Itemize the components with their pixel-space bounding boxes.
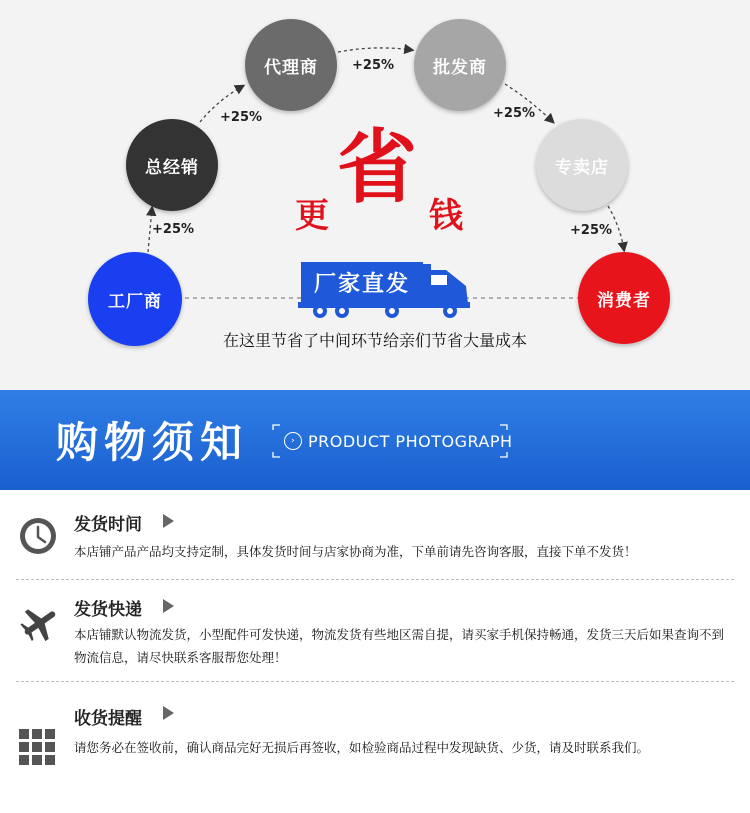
notice-shipping-express (0, 585, 750, 681)
node-agent: 代理商 (245, 19, 337, 111)
arrow-right-icon (163, 514, 174, 528)
divider (16, 681, 734, 682)
banner-title: 购物须知 (56, 418, 249, 467)
divider (16, 579, 734, 580)
node-consumer: 消费者 (578, 252, 670, 344)
slogan (295, 121, 475, 248)
arrow-right-icon (163, 706, 174, 720)
banner-subtitle (276, 424, 527, 458)
notice-text: 本店铺默认物流发货，小型配件可发快递，物流发货有些地区需自提，请买家手机保持畅通，发货三天后如果查询不到物流信息，请尽快联系客服帮您处理！ (74, 627, 725, 665)
truck-label: 厂家直发 (301, 262, 423, 302)
markup-label: +25% (493, 106, 536, 121)
slogan-qian: 钱 (429, 196, 463, 236)
node-general: 总经销 (126, 119, 218, 211)
caption: 在这里节省了中间环节给亲们节省大量成本 (222, 331, 527, 350)
notice-text: 本店铺产品产品均支持定制，具体发货时间与店家协商为准，下单前请先咨询客服，直接下单不发货！ (74, 544, 637, 559)
airplane-icon (18, 601, 62, 645)
slogan-sheng: 省 (337, 121, 417, 214)
arrow-right-icon (163, 599, 174, 613)
slogan-geng: 更 (295, 196, 329, 236)
notice-shipping-time (0, 500, 750, 586)
savings-infographic (0, 0, 750, 390)
node-wholesale: 批发商 (414, 19, 506, 111)
notice-text: 请您务必在签收前，确认商品完好无损后再签收，如检验商品过程中发现缺货、少货，请及时联系我们。 (74, 740, 650, 755)
banner-subtitle-text: PRODUCT PHOTOGRAPH (308, 431, 513, 451)
grid-icon (18, 728, 58, 768)
clock-icon (18, 516, 58, 556)
node-store: 专卖店 (536, 119, 628, 211)
arrow-agent-wholesale (338, 48, 412, 52)
markup-label: +25% (152, 222, 195, 237)
markup-label: +25% (220, 110, 263, 125)
notice-title: 发货快递 (74, 600, 142, 620)
notice-title: 收货提醒 (74, 709, 142, 729)
markup-label: +25% (352, 58, 395, 73)
node-factory: 工厂商 (88, 252, 182, 346)
markup-label: +25% (570, 223, 613, 238)
notice-receipt-reminder (0, 692, 750, 792)
chevron-right-icon: › (284, 432, 302, 450)
notice-title: 发货时间 (74, 515, 142, 535)
